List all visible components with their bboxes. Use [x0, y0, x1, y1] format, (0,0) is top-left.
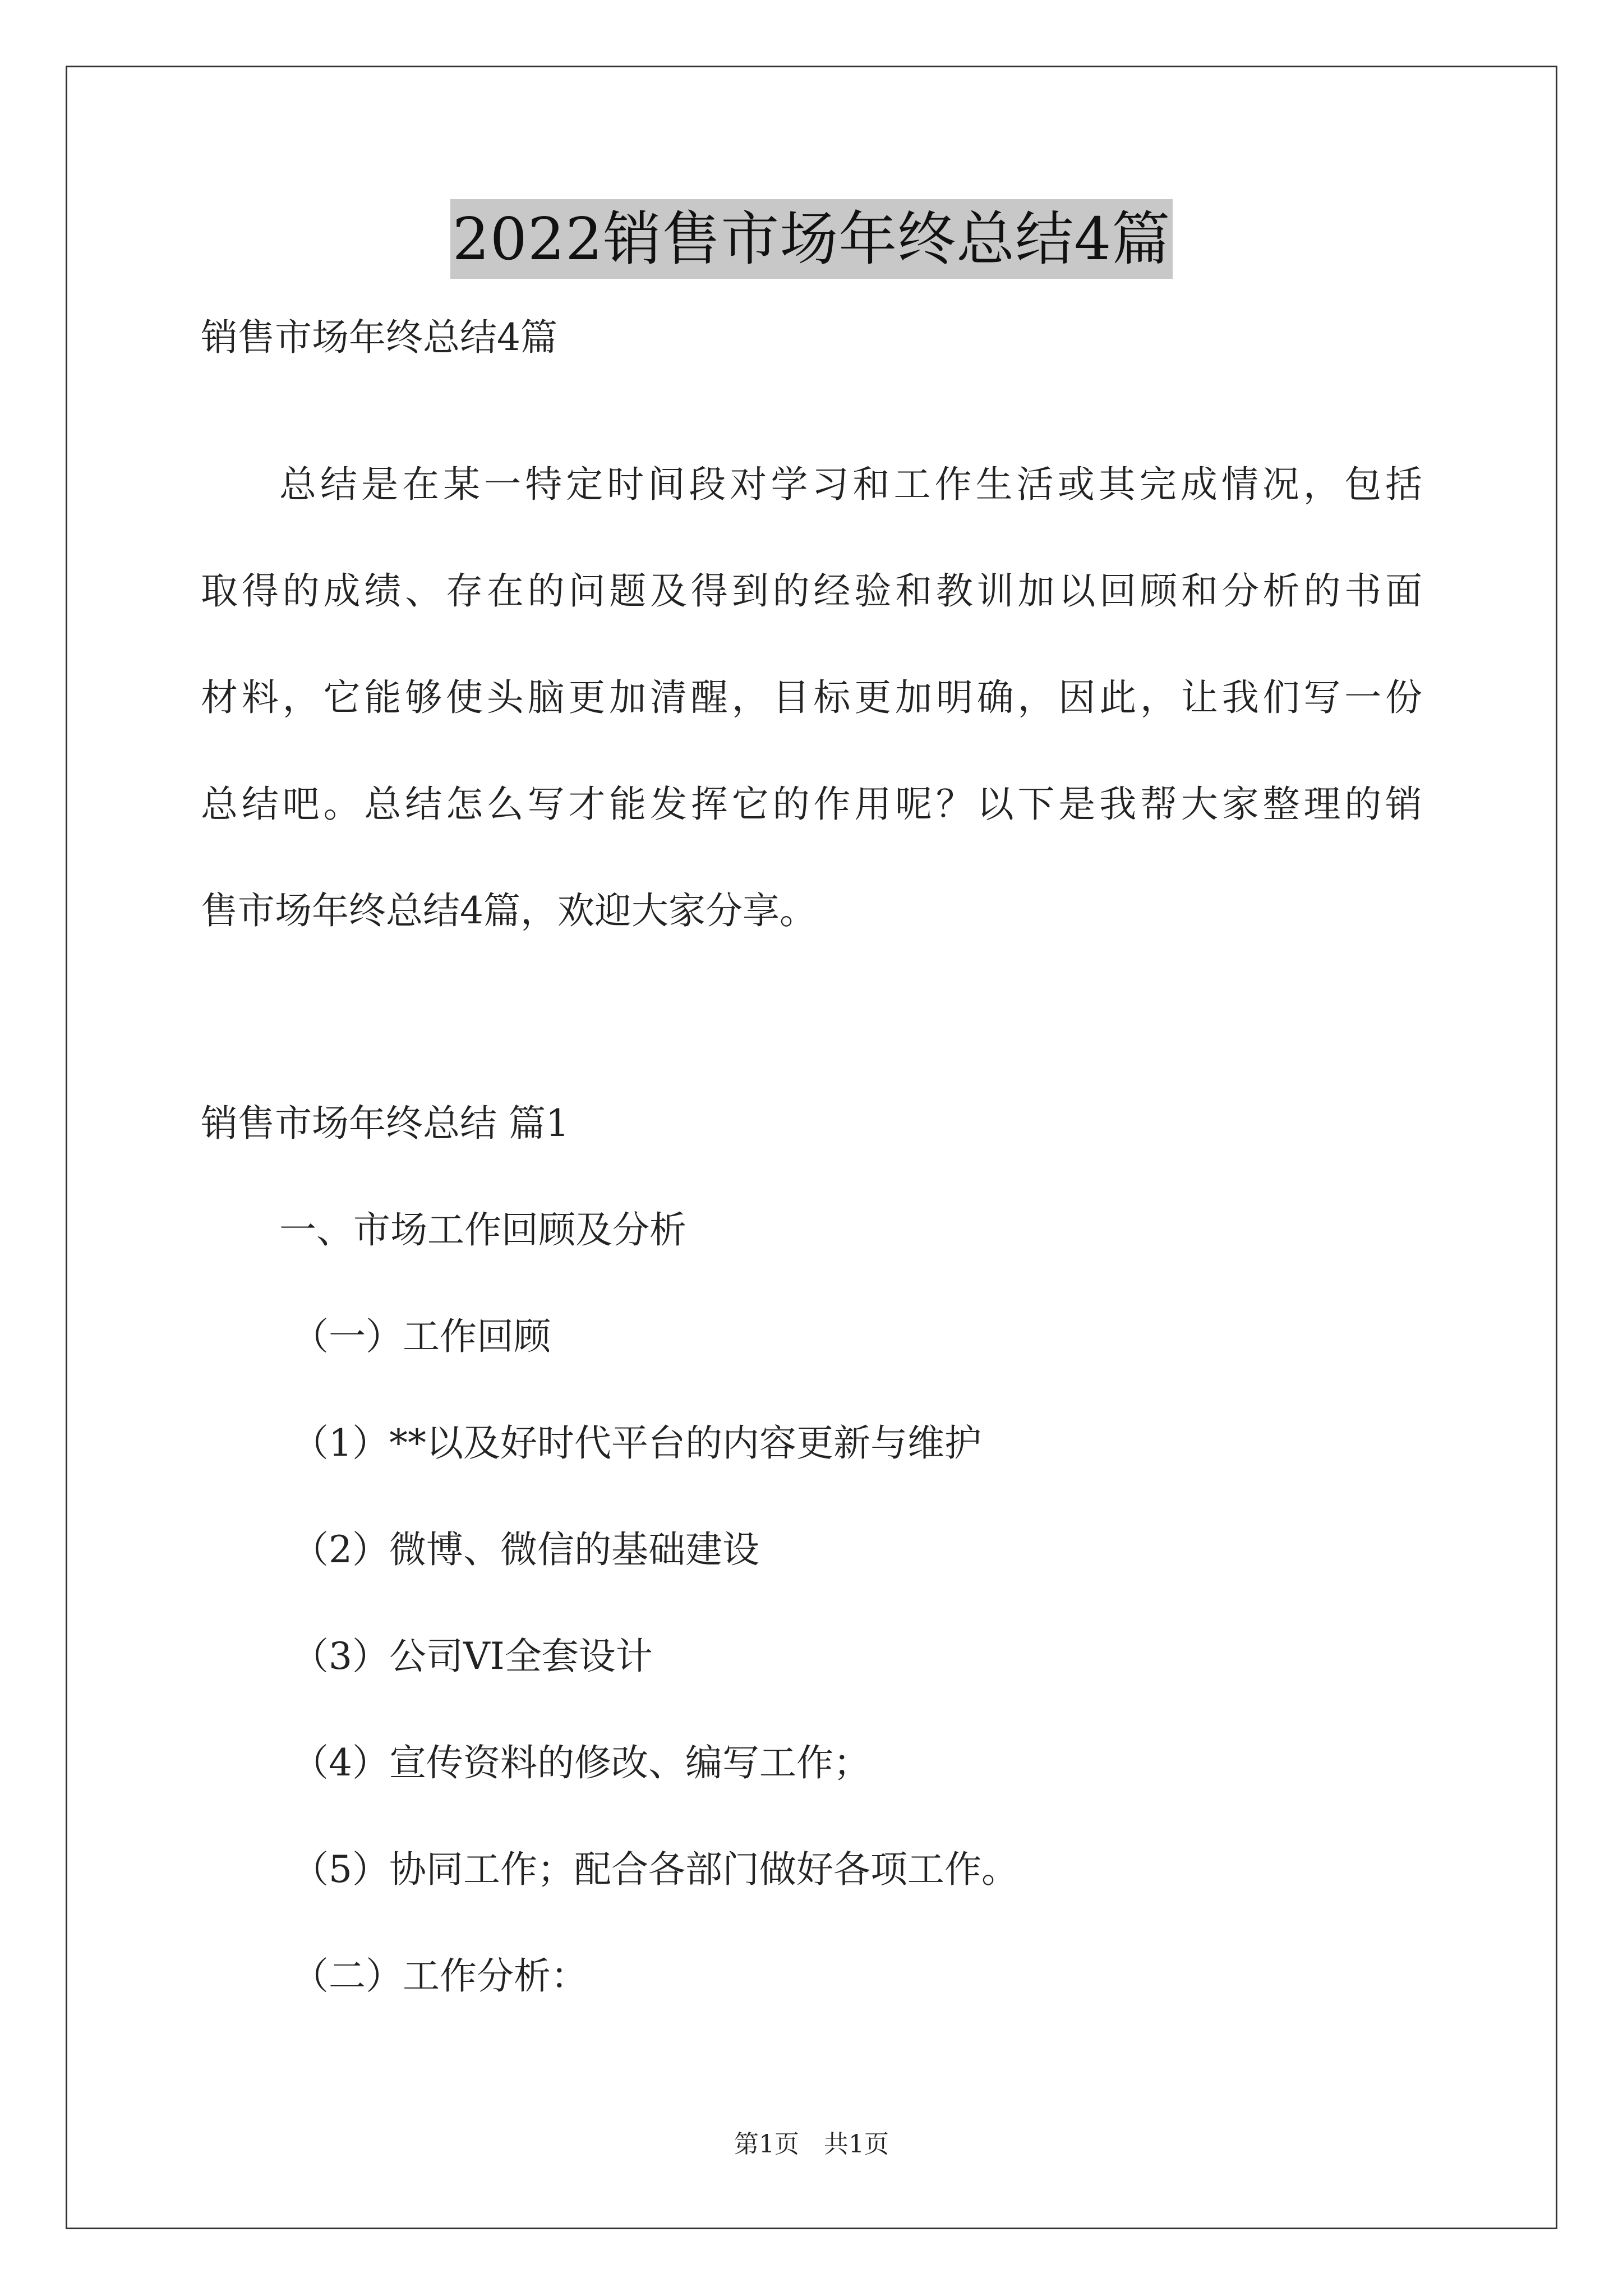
sub-heading-work-analysis: （二）工作分析： — [292, 1954, 588, 1998]
intro-line-4: 总结吧。总结怎么写才能发挥它的作用呢？以下是我帮大家整理的销 — [201, 783, 1422, 826]
sub-heading-work-review: （一）工作回顾 — [292, 1315, 551, 1358]
title-container — [0, 199, 1623, 279]
document-subtitle: 销售市场年终总结4篇 — [201, 316, 557, 359]
list-item: （2）微博、微信的基础建设 — [292, 1528, 759, 1571]
intro-line-3: 材料，它能够使头脑更加清醒，目标更加明确，因此，让我们写一份 — [201, 676, 1422, 719]
section-heading: 销售市场年终总结 篇1 — [201, 1102, 569, 1145]
list-item: （4）宣传资料的修改、编写工作； — [292, 1741, 870, 1784]
part-heading: 一、市场工作回顾及分析 — [279, 1208, 686, 1251]
page-footer: 第1页 共1页 — [734, 2130, 889, 2159]
intro-line-2: 取得的成绩、存在的问题及得到的经验和教训加以回顾和分析的书面 — [201, 569, 1422, 613]
intro-line-1: 总结是在某一特定时间段对学习和工作生活或其完成情况，包括 — [279, 463, 1422, 506]
document-title: 2022销售市场年终总结4篇 — [450, 199, 1173, 279]
page-border — [66, 66, 1557, 2229]
intro-line-5: 售市场年终总结4篇，欢迎大家分享。 — [201, 889, 817, 932]
list-item: （5）协同工作；配合各部门做好各项工作。 — [292, 1848, 1018, 1891]
list-item: （1）**以及好时代平台的内容更新与维护 — [292, 1421, 981, 1465]
list-item: （3）公司VI全套设计 — [292, 1635, 653, 1678]
